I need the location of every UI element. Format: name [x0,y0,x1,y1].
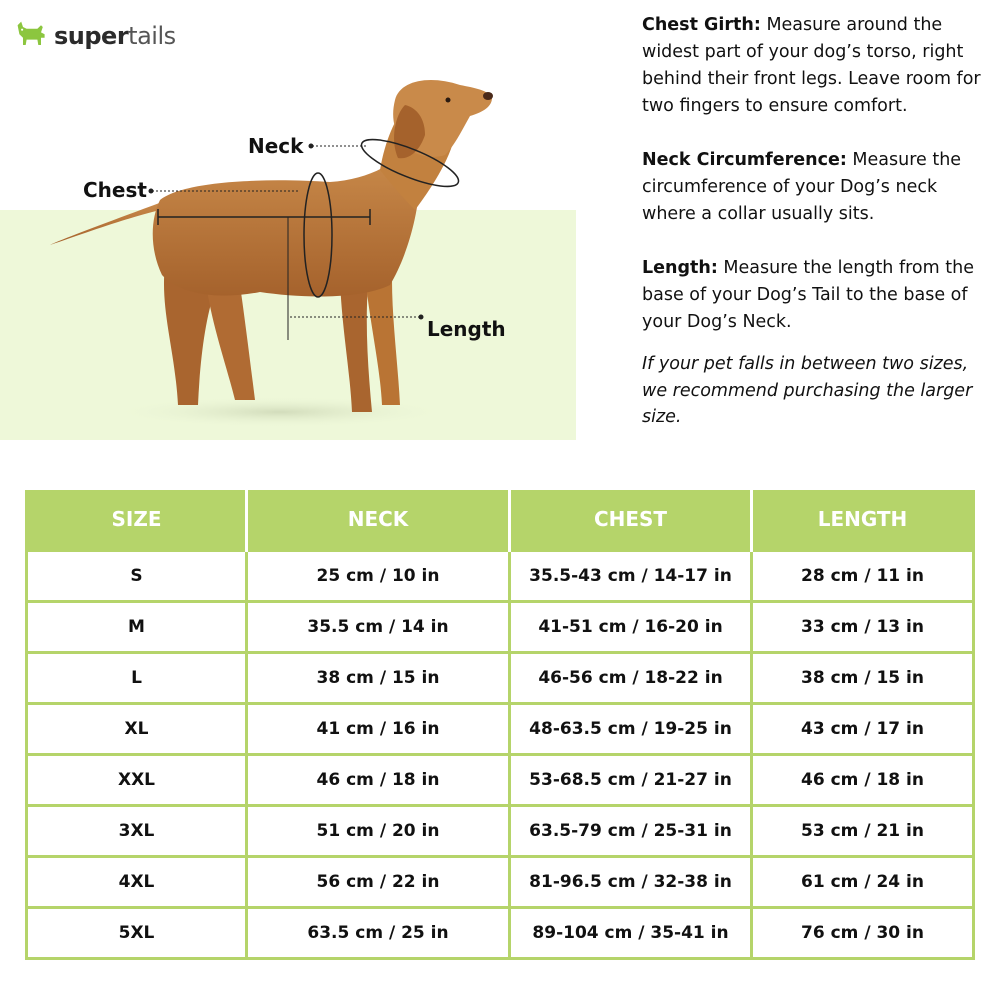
cell-size: XXL [27,754,247,805]
size-chart-table [25,490,975,960]
neck-label: Neck [248,134,304,158]
cell-neck: 38 cm / 15 in [247,652,510,703]
cell-length: 38 cm / 15 in [752,652,974,703]
table-row [27,856,974,907]
cell-chest: 41-51 cm / 16-20 in [510,601,752,652]
table-row [27,652,974,703]
cell-neck: 63.5 cm / 25 in [247,907,510,958]
cell-chest: 81-96.5 cm / 32-38 in [510,856,752,907]
table-row [27,601,974,652]
header-chest: CHEST [510,490,752,550]
measurement-instructions [642,12,982,458]
cell-length: 61 cm / 24 in [752,856,974,907]
cell-size: M [27,601,247,652]
header-neck: NECK [247,490,510,550]
table-row [27,754,974,805]
chest-label: Chest [83,178,147,202]
cell-length: 43 cm / 17 in [752,703,974,754]
table-row [27,907,974,958]
table-row [27,550,974,601]
cell-chest: 63.5-79 cm / 25-31 in [510,805,752,856]
cell-chest: 35.5-43 cm / 14-17 in [510,550,752,601]
cell-size: 4XL [27,856,247,907]
cell-length: 53 cm / 21 in [752,805,974,856]
cell-size: 5XL [27,907,247,958]
header-size: SIZE [27,490,247,550]
dog-illustration [0,60,580,460]
dog-measurement-diagram [0,60,580,460]
cell-chest: 53-68.5 cm / 21-27 in [510,754,752,805]
cell-neck: 41 cm / 16 in [247,703,510,754]
cell-neck: 35.5 cm / 14 in [247,601,510,652]
table-row [27,805,974,856]
chest-instruction: Chest Girth: Measure around the widest part of your dog’s torso, right behind their front legs. Leave room for two fingers to ensure comfort. [642,15,981,116]
cell-neck: 46 cm / 18 in [247,754,510,805]
table-row [27,703,974,754]
header-length: LENGTH [752,490,974,550]
cell-chest: 89-104 cm / 35-41 in [510,907,752,958]
cell-size: XL [27,703,247,754]
cell-length: 76 cm / 30 in [752,907,974,958]
brand-name: supertails [54,22,176,50]
cell-size: L [27,652,247,703]
dog-logo-icon [14,18,50,54]
cell-neck: 51 cm / 20 in [247,805,510,856]
cell-chest: 46-56 cm / 18-22 in [510,652,752,703]
brand-logo [14,14,176,58]
cell-length: 28 cm / 11 in [752,550,974,601]
cell-size: 3XL [27,805,247,856]
cell-length: 33 cm / 13 in [752,601,974,652]
length-label: Length [427,317,506,341]
length-instruction: Length: Measure the length from the base of your Dog’s Tail to the base of your Dog’s Neck. [642,258,974,332]
neck-instruction: Neck Circumference: Measure the circumference of your Dog’s neck where a collar usually sits. [642,150,962,224]
cell-neck: 56 cm / 22 in [247,856,510,907]
cell-chest: 48-63.5 cm / 19-25 in [510,703,752,754]
cell-length: 46 cm / 18 in [752,754,974,805]
cell-neck: 25 cm / 10 in [247,550,510,601]
cell-size: S [27,550,247,601]
size-note: If your pet falls in between two sizes, we recommend purchasing the larger size. [642,354,973,427]
table-header-row [27,490,974,550]
